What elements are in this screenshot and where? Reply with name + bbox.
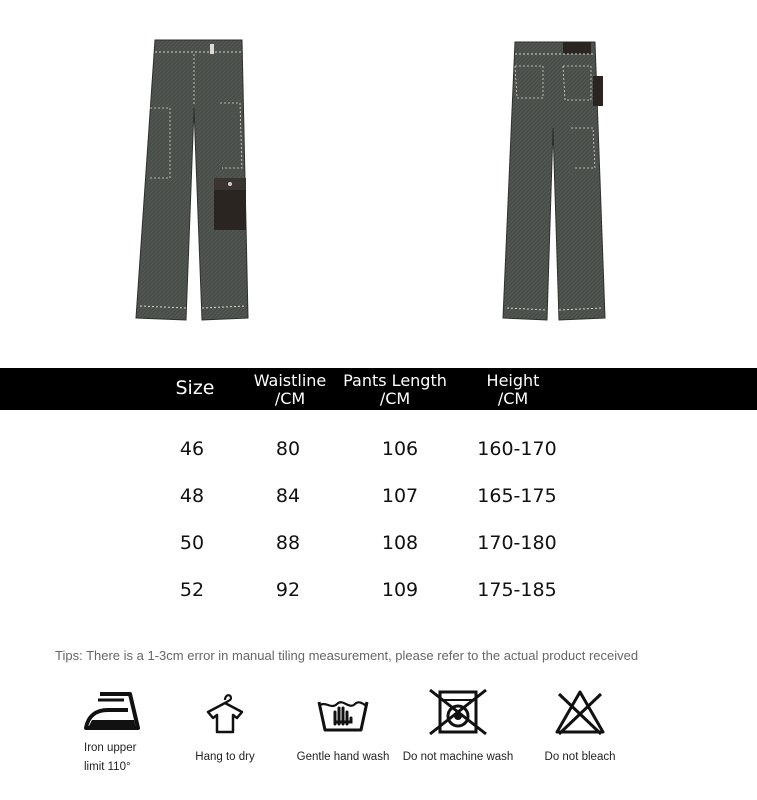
- table-row: [0, 485, 757, 515]
- care-label: Do not machine wash: [402, 751, 514, 763]
- no-machine-wash-icon: [426, 688, 490, 736]
- cell-size: 46: [179, 438, 205, 460]
- cell-pants-length: 109: [381, 579, 419, 601]
- cell-height: 165-175: [477, 485, 557, 507]
- header-height-unit: /CM: [497, 389, 529, 408]
- cell-waistline: 84: [275, 485, 301, 507]
- cell-pants-length: 106: [381, 438, 419, 460]
- iron-icon: [80, 688, 144, 736]
- hand-wash-icon: [313, 688, 373, 736]
- tips-text: Tips: There is a 1-3cm error in manual tiling measurement, please refer to the actual product received: [55, 648, 639, 663]
- cell-height: 170-180: [477, 532, 557, 554]
- care-item-no-machine-wash: [398, 688, 518, 767]
- header-pants-length-unit: /CM: [379, 389, 411, 408]
- cell-pants-length: 108: [381, 532, 419, 554]
- header-pants-length-label: Pants Length: [343, 371, 447, 390]
- cell-waistline: 92: [275, 579, 301, 601]
- care-item-iron: [72, 688, 152, 777]
- care-label: Hang to dry: [195, 751, 255, 763]
- cell-pants-length: 107: [381, 485, 419, 507]
- cell-size: 50: [179, 532, 205, 554]
- care-label: Do not bleach: [544, 751, 616, 763]
- header-waistline-label: Waistline: [253, 371, 327, 390]
- header-size: Size: [175, 377, 215, 399]
- care-item-hang: [180, 688, 270, 767]
- header-waistline: [240, 372, 340, 408]
- care-item-hand-wash: [290, 688, 396, 767]
- cell-size: 52: [179, 579, 205, 601]
- cell-waistline: 88: [275, 532, 301, 554]
- care-label-line: Iron upper: [84, 742, 137, 754]
- pants-front-image: [130, 38, 255, 323]
- care-label-line: limit 110°: [84, 761, 131, 773]
- cell-height: 175-185: [477, 579, 557, 601]
- care-item-no-bleach: [535, 688, 625, 767]
- care-label: Gentle hand wash: [296, 751, 390, 763]
- no-bleach-icon: [553, 688, 607, 736]
- care-label: [72, 739, 152, 777]
- header-height-label: Height: [486, 371, 540, 390]
- cell-height: 160-170: [477, 438, 557, 460]
- header-height: [463, 372, 563, 408]
- pants-back-image: [495, 38, 615, 323]
- size-table-header: [0, 368, 757, 410]
- table-row: [0, 579, 757, 609]
- hanger-shirt-icon: [200, 688, 250, 736]
- table-row: [0, 532, 757, 562]
- cell-waistline: 80: [275, 438, 301, 460]
- table-row: [0, 438, 757, 468]
- header-waistline-unit: /CM: [274, 389, 306, 408]
- cell-size: 48: [179, 485, 205, 507]
- header-pants-length: [335, 372, 455, 408]
